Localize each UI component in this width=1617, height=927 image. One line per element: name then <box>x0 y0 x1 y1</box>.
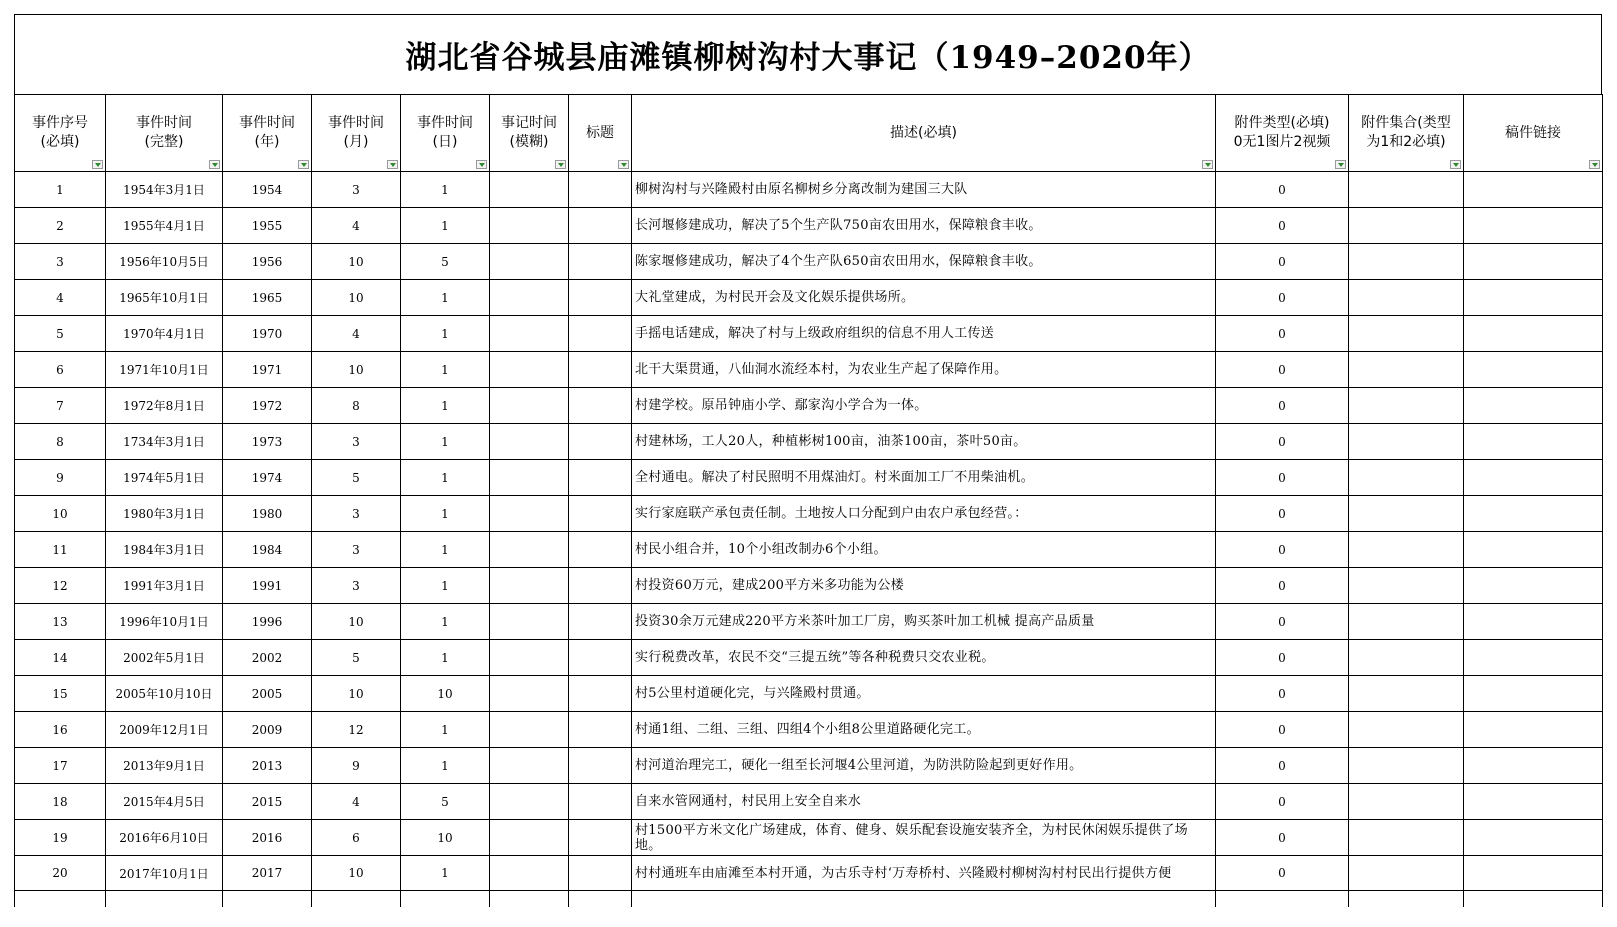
cell-date[interactable]: 1991年3月1日 <box>106 568 223 604</box>
cell-date[interactable]: 1974年5月1日 <box>106 460 223 496</box>
cell-day[interactable]: 1 <box>401 460 490 496</box>
cell-link[interactable] <box>1464 568 1603 604</box>
cell-seq[interactable]: 19 <box>15 820 106 856</box>
column-header-type[interactable] <box>1216 95 1349 172</box>
cell-fuzzy[interactable] <box>490 172 569 208</box>
empty-cell[interactable] <box>490 891 569 908</box>
filter-dropdown-icon[interactable] <box>92 160 103 169</box>
table-row <box>15 604 1603 640</box>
cell-set[interactable] <box>1349 856 1464 891</box>
empty-cell[interactable] <box>569 891 632 908</box>
cell-desc[interactable]: 长河堰修建成功，解决了5个生产队750亩农田用水，保障粮食丰收。 <box>632 208 1216 244</box>
cell-date[interactable]: 1954年3月1日 <box>106 172 223 208</box>
cell-seq[interactable]: 18 <box>15 784 106 820</box>
empty-cell[interactable] <box>312 891 401 908</box>
cell-year[interactable]: 2015 <box>223 784 312 820</box>
cell-link[interactable] <box>1464 748 1603 784</box>
column-header-label: 事件时间 (完整) <box>136 115 192 150</box>
cell-year[interactable]: 1972 <box>223 388 312 424</box>
cell-type[interactable]: 0 <box>1216 856 1349 891</box>
column-header-seq[interactable] <box>15 95 106 172</box>
cell-year[interactable]: 1954 <box>223 172 312 208</box>
cell-year[interactable]: 2013 <box>223 748 312 784</box>
cell-year[interactable]: 1955 <box>223 208 312 244</box>
cell-type[interactable]: 0 <box>1216 280 1349 316</box>
cell-date[interactable]: 1955年4月1日 <box>106 208 223 244</box>
cell-fuzzy[interactable] <box>490 496 569 532</box>
empty-cell[interactable] <box>15 891 106 908</box>
empty-cell[interactable] <box>1349 891 1464 908</box>
column-header-label: 事记时间 (模糊) <box>501 115 557 150</box>
cell-desc[interactable]: 实行家庭联产承包责任制。土地按人口分配到户由农户承包经营。： <box>632 496 1216 532</box>
table-row <box>15 532 1603 568</box>
table-row <box>15 244 1603 280</box>
cell-year[interactable]: 1973 <box>223 424 312 460</box>
cell-link[interactable] <box>1464 280 1603 316</box>
cell-fuzzy[interactable] <box>490 352 569 388</box>
cell-link[interactable] <box>1464 856 1603 891</box>
column-header-label: 事件时间 (年) <box>239 115 295 150</box>
cell-fuzzy[interactable] <box>490 856 569 891</box>
cell-title[interactable] <box>569 352 632 388</box>
cell-desc[interactable]: 村民小组合并，10个小组改制办6个小组。 <box>632 532 1216 568</box>
table-row <box>15 316 1603 352</box>
cell-date[interactable]: 1971年10月1日 <box>106 352 223 388</box>
cell-month[interactable]: 3 <box>312 532 401 568</box>
cell-month[interactable]: 12 <box>312 712 401 748</box>
cell-day[interactable]: 1 <box>401 748 490 784</box>
cell-type[interactable]: 0 <box>1216 496 1349 532</box>
cell-desc[interactable]: 北干大渠贯通，八仙洞水流经本村，为农业生产起了保障作用。 <box>632 352 1216 388</box>
cell-year[interactable]: 1996 <box>223 604 312 640</box>
cell-set[interactable] <box>1349 748 1464 784</box>
cell-fuzzy[interactable] <box>490 640 569 676</box>
cell-set[interactable] <box>1349 784 1464 820</box>
column-header-fuzzy[interactable] <box>490 95 569 172</box>
table-row <box>15 208 1603 244</box>
table-row <box>15 676 1603 712</box>
filter-dropdown-icon[interactable] <box>1335 160 1346 169</box>
cell-link[interactable] <box>1464 424 1603 460</box>
cell-month[interactable]: 4 <box>312 784 401 820</box>
cell-date[interactable]: 1965年10月1日 <box>106 280 223 316</box>
column-header-day[interactable] <box>401 95 490 172</box>
cell-type[interactable]: 0 <box>1216 424 1349 460</box>
empty-cell[interactable] <box>1216 891 1349 908</box>
cell-type[interactable]: 0 <box>1216 568 1349 604</box>
cell-type[interactable]: 0 <box>1216 316 1349 352</box>
table-row <box>15 820 1603 856</box>
cell-desc[interactable]: 全村通电。解决了村民照明不用煤油灯。村米面加工厂不用柴油机。 <box>632 460 1216 496</box>
cell-day[interactable]: 1 <box>401 388 490 424</box>
cell-title[interactable] <box>569 712 632 748</box>
cell-set[interactable] <box>1349 496 1464 532</box>
empty-cell[interactable] <box>223 891 312 908</box>
cell-seq[interactable]: 5 <box>15 316 106 352</box>
cell-type[interactable]: 0 <box>1216 532 1349 568</box>
column-header-desc[interactable] <box>632 95 1216 172</box>
cell-seq[interactable]: 4 <box>15 280 106 316</box>
filter-dropdown-icon[interactable] <box>1202 160 1213 169</box>
cell-seq[interactable]: 15 <box>15 676 106 712</box>
cell-link[interactable] <box>1464 712 1603 748</box>
column-header-label: 附件集合(类型 为1和2必填) <box>1361 115 1451 150</box>
cell-set[interactable] <box>1349 208 1464 244</box>
cell-day[interactable]: 10 <box>401 820 490 856</box>
filter-dropdown-icon[interactable] <box>476 160 487 169</box>
cell-link[interactable] <box>1464 388 1603 424</box>
cell-type[interactable]: 0 <box>1216 676 1349 712</box>
cell-set[interactable] <box>1349 388 1464 424</box>
cell-day[interactable]: 1 <box>401 208 490 244</box>
cell-type[interactable]: 0 <box>1216 784 1349 820</box>
cell-date[interactable]: 2002年5月1日 <box>106 640 223 676</box>
cell-title[interactable] <box>569 748 632 784</box>
cell-date[interactable]: 1970年4月1日 <box>106 316 223 352</box>
events-table <box>14 94 1603 907</box>
cell-date[interactable]: 1734年3月1日 <box>106 424 223 460</box>
cell-seq[interactable]: 3 <box>15 244 106 280</box>
cell-title[interactable] <box>569 568 632 604</box>
cell-month[interactable]: 9 <box>312 748 401 784</box>
column-header-label: 事件时间 (日) <box>417 115 473 150</box>
cell-link[interactable] <box>1464 352 1603 388</box>
cell-seq[interactable]: 20 <box>15 856 106 891</box>
cell-set[interactable] <box>1349 820 1464 856</box>
column-header-title[interactable] <box>569 95 632 172</box>
empty-cell[interactable] <box>632 891 1216 908</box>
cell-type[interactable]: 0 <box>1216 604 1349 640</box>
column-header-set[interactable] <box>1349 95 1464 172</box>
cell-title[interactable] <box>569 172 632 208</box>
cell-fuzzy[interactable] <box>490 820 569 856</box>
cell-year[interactable]: 1991 <box>223 568 312 604</box>
cell-set[interactable] <box>1349 316 1464 352</box>
cell-link[interactable] <box>1464 532 1603 568</box>
cell-link[interactable] <box>1464 604 1603 640</box>
cell-day[interactable]: 1 <box>401 424 490 460</box>
cell-day[interactable]: 1 <box>401 316 490 352</box>
cell-type[interactable]: 0 <box>1216 460 1349 496</box>
cell-type[interactable]: 0 <box>1216 388 1349 424</box>
cell-month[interactable]: 10 <box>312 856 401 891</box>
cell-desc[interactable]: 村5公里村道硬化完，与兴隆殿村贯通。 <box>632 676 1216 712</box>
sheet-title: 湖北省谷城县庙滩镇柳树沟村大事记（1949–2020年） <box>405 40 1211 76</box>
column-header-link[interactable] <box>1464 95 1603 172</box>
cell-title[interactable] <box>569 316 632 352</box>
cell-year[interactable]: 2016 <box>223 820 312 856</box>
empty-row <box>15 891 1603 908</box>
cell-seq[interactable]: 12 <box>15 568 106 604</box>
cell-desc[interactable]: 村通1组、二组、三组、四组4个小组8公里道路硬化完工。 <box>632 712 1216 748</box>
column-header-label: 标题 <box>586 124 614 141</box>
cell-date[interactable]: 2017年10月1日 <box>106 856 223 891</box>
cell-date[interactable]: 2016年6月10日 <box>106 820 223 856</box>
cell-date[interactable]: 1956年10月5日 <box>106 244 223 280</box>
cell-fuzzy[interactable] <box>490 712 569 748</box>
cell-fuzzy[interactable] <box>490 604 569 640</box>
cell-date[interactable]: 1984年3月1日 <box>106 532 223 568</box>
cell-title[interactable] <box>569 388 632 424</box>
cell-title[interactable] <box>569 208 632 244</box>
cell-fuzzy[interactable] <box>490 244 569 280</box>
cell-fuzzy[interactable] <box>490 532 569 568</box>
cell-year[interactable]: 1980 <box>223 496 312 532</box>
table-row <box>15 460 1603 496</box>
cell-fuzzy[interactable] <box>490 568 569 604</box>
filter-dropdown-icon[interactable] <box>298 160 309 169</box>
cell-month[interactable]: 8 <box>312 388 401 424</box>
filter-dropdown-icon[interactable] <box>387 160 398 169</box>
cell-type[interactable]: 0 <box>1216 244 1349 280</box>
filter-dropdown-icon[interactable] <box>1589 160 1600 169</box>
cell-desc[interactable]: 村1500平方米文化广场建成，体育、健身、娱乐配套设施安装齐全，为村民休闲娱乐提供了场地。 <box>632 820 1216 856</box>
cell-month[interactable]: 3 <box>312 424 401 460</box>
table-row <box>15 172 1603 208</box>
cell-fuzzy[interactable] <box>490 208 569 244</box>
column-header-date[interactable] <box>106 95 223 172</box>
cell-day[interactable]: 1 <box>401 856 490 891</box>
column-header-year[interactable] <box>223 95 312 172</box>
cell-link[interactable] <box>1464 784 1603 820</box>
table-row <box>15 748 1603 784</box>
cell-fuzzy[interactable] <box>490 316 569 352</box>
cell-desc[interactable]: 村投资60万元，建成200平方米多功能为公楼 <box>632 568 1216 604</box>
cell-desc[interactable]: 村河道治理完工，硬化一组至长河堰4公里河道，为防洪防险起到更好作用。 <box>632 748 1216 784</box>
cell-set[interactable] <box>1349 532 1464 568</box>
cell-year[interactable]: 2002 <box>223 640 312 676</box>
header-row <box>15 95 1603 172</box>
cell-link[interactable] <box>1464 316 1603 352</box>
cell-title[interactable] <box>569 640 632 676</box>
cell-link[interactable] <box>1464 676 1603 712</box>
cell-desc[interactable]: 自来水管网通村，村民用上安全自来水 <box>632 784 1216 820</box>
cell-title[interactable] <box>569 676 632 712</box>
cell-seq[interactable]: 13 <box>15 604 106 640</box>
cell-seq[interactable]: 2 <box>15 208 106 244</box>
table-row <box>15 568 1603 604</box>
cell-seq[interactable]: 11 <box>15 532 106 568</box>
cell-type[interactable]: 0 <box>1216 748 1349 784</box>
cell-desc[interactable]: 陈家堰修建成功，解决了4个生产队650亩农田用水，保障粮食丰收。 <box>632 244 1216 280</box>
cell-seq[interactable]: 6 <box>15 352 106 388</box>
cell-month[interactable]: 10 <box>312 676 401 712</box>
column-header-label: 描述(必填) <box>890 124 957 141</box>
cell-year[interactable]: 1965 <box>223 280 312 316</box>
cell-day[interactable]: 1 <box>401 352 490 388</box>
column-header-month[interactable] <box>312 95 401 172</box>
cell-fuzzy[interactable] <box>490 280 569 316</box>
filter-dropdown-icon[interactable] <box>209 160 220 169</box>
empty-cell[interactable] <box>1464 891 1603 908</box>
empty-cell[interactable] <box>106 891 223 908</box>
spreadsheet <box>14 14 1602 907</box>
cell-set[interactable] <box>1349 568 1464 604</box>
cell-desc[interactable]: 柳树沟村与兴隆殿村由原名柳树乡分离改制为建国三大队 <box>632 172 1216 208</box>
cell-link[interactable] <box>1464 460 1603 496</box>
cell-title[interactable] <box>569 784 632 820</box>
cell-year[interactable]: 1974 <box>223 460 312 496</box>
cell-set[interactable] <box>1349 460 1464 496</box>
cell-day[interactable]: 5 <box>401 244 490 280</box>
cell-date[interactable]: 2005年10月10日 <box>106 676 223 712</box>
cell-month[interactable]: 10 <box>312 280 401 316</box>
cell-month[interactable]: 10 <box>312 352 401 388</box>
cell-month[interactable]: 4 <box>312 208 401 244</box>
cell-seq[interactable]: 1 <box>15 172 106 208</box>
cell-month[interactable]: 5 <box>312 640 401 676</box>
table-row <box>15 496 1603 532</box>
cell-day[interactable]: 1 <box>401 496 490 532</box>
table-row <box>15 856 1603 891</box>
cell-desc[interactable]: 村建林场，工人20人，种植彬树100亩，油茶100亩，茶叶50亩。 <box>632 424 1216 460</box>
cell-month[interactable]: 4 <box>312 316 401 352</box>
cell-desc[interactable]: 村建学校。原吊钟庙小学、鄢家沟小学合为一体。 <box>632 388 1216 424</box>
cell-month[interactable]: 6 <box>312 820 401 856</box>
column-header-label: 稿件链接 <box>1505 124 1561 141</box>
cell-set[interactable] <box>1349 640 1464 676</box>
cell-type[interactable]: 0 <box>1216 172 1349 208</box>
cell-seq[interactable]: 16 <box>15 712 106 748</box>
cell-type[interactable]: 0 <box>1216 352 1349 388</box>
cell-day[interactable]: 1 <box>401 640 490 676</box>
cell-fuzzy[interactable] <box>490 784 569 820</box>
cell-date[interactable]: 1996年10月1日 <box>106 604 223 640</box>
cell-link[interactable] <box>1464 244 1603 280</box>
cell-month[interactable]: 10 <box>312 604 401 640</box>
cell-fuzzy[interactable] <box>490 424 569 460</box>
title-cell[interactable] <box>14 14 1602 94</box>
cell-set[interactable] <box>1349 280 1464 316</box>
cell-date[interactable]: 2015年4月5日 <box>106 784 223 820</box>
cell-month[interactable]: 5 <box>312 460 401 496</box>
cell-link[interactable] <box>1464 496 1603 532</box>
cell-title[interactable] <box>569 604 632 640</box>
cell-set[interactable] <box>1349 244 1464 280</box>
table-row <box>15 784 1603 820</box>
filter-dropdown-icon[interactable] <box>555 160 566 169</box>
cell-fuzzy[interactable] <box>490 748 569 784</box>
cell-day[interactable]: 1 <box>401 712 490 748</box>
cell-desc[interactable]: 实行税费改革，农民不交“三提五统”等各种税费只交农业税。 <box>632 640 1216 676</box>
cell-set[interactable] <box>1349 604 1464 640</box>
cell-desc[interactable]: 手摇电话建成，解决了村与上级政府组织的信息不用人工传送 <box>632 316 1216 352</box>
cell-date[interactable]: 2009年12月1日 <box>106 712 223 748</box>
cell-day[interactable]: 1 <box>401 604 490 640</box>
table-row <box>15 388 1603 424</box>
cell-desc[interactable]: 投资30余万元建成220平方米茶叶加工厂房，购买茶叶加工机械 提高产品质量 <box>632 604 1216 640</box>
cell-seq[interactable]: 7 <box>15 388 106 424</box>
cell-date[interactable]: 1980年3月1日 <box>106 496 223 532</box>
column-header-label: 附件类型(必填) 0无1图片2视频 <box>1233 115 1331 150</box>
cell-link[interactable] <box>1464 820 1603 856</box>
cell-day[interactable]: 5 <box>401 784 490 820</box>
cell-link[interactable] <box>1464 640 1603 676</box>
cell-year[interactable]: 1971 <box>223 352 312 388</box>
cell-title[interactable] <box>569 856 632 891</box>
cell-title[interactable] <box>569 820 632 856</box>
cell-title[interactable] <box>569 424 632 460</box>
cell-title[interactable] <box>569 496 632 532</box>
cell-day[interactable]: 1 <box>401 280 490 316</box>
column-header-label: 事件时间 (月) <box>328 115 384 150</box>
cell-type[interactable]: 0 <box>1216 208 1349 244</box>
cell-fuzzy[interactable] <box>490 676 569 712</box>
cell-month[interactable]: 3 <box>312 568 401 604</box>
cell-year[interactable]: 1984 <box>223 532 312 568</box>
cell-fuzzy[interactable] <box>490 388 569 424</box>
cell-year[interactable]: 1970 <box>223 316 312 352</box>
cell-set[interactable] <box>1349 712 1464 748</box>
cell-year[interactable]: 1956 <box>223 244 312 280</box>
filter-dropdown-icon[interactable] <box>1450 160 1461 169</box>
cell-day[interactable]: 1 <box>401 532 490 568</box>
cell-day[interactable]: 10 <box>401 676 490 712</box>
cell-set[interactable] <box>1349 352 1464 388</box>
cell-date[interactable]: 1972年8月1日 <box>106 388 223 424</box>
cell-fuzzy[interactable] <box>490 460 569 496</box>
cell-type[interactable]: 0 <box>1216 640 1349 676</box>
empty-cell[interactable] <box>401 891 490 908</box>
cell-link[interactable] <box>1464 208 1603 244</box>
cell-day[interactable]: 1 <box>401 568 490 604</box>
cell-set[interactable] <box>1349 172 1464 208</box>
column-header-label: 事件序号 (必填) <box>32 115 88 150</box>
cell-day[interactable]: 1 <box>401 172 490 208</box>
cell-desc[interactable]: 大礼堂建成，为村民开会及文化娱乐提供场所。 <box>632 280 1216 316</box>
cell-year[interactable]: 2005 <box>223 676 312 712</box>
cell-set[interactable] <box>1349 424 1464 460</box>
cell-title[interactable] <box>569 280 632 316</box>
cell-month[interactable]: 10 <box>312 244 401 280</box>
cell-title[interactable] <box>569 244 632 280</box>
cell-year[interactable]: 2017 <box>223 856 312 891</box>
cell-seq[interactable]: 14 <box>15 640 106 676</box>
cell-month[interactable]: 3 <box>312 172 401 208</box>
cell-seq[interactable]: 9 <box>15 460 106 496</box>
cell-year[interactable]: 2009 <box>223 712 312 748</box>
cell-set[interactable] <box>1349 676 1464 712</box>
filter-dropdown-icon[interactable] <box>618 160 629 169</box>
cell-date[interactable]: 2013年9月1日 <box>106 748 223 784</box>
cell-seq[interactable]: 17 <box>15 748 106 784</box>
table-row <box>15 280 1603 316</box>
cell-month[interactable]: 3 <box>312 496 401 532</box>
cell-title[interactable] <box>569 460 632 496</box>
cell-desc[interactable]: 村村通班车由庙滩至本村开通，为古乐寺村‘万寿桥村、兴隆殿村柳树沟村村民出行提供方便 <box>632 856 1216 891</box>
cell-type[interactable]: 0 <box>1216 712 1349 748</box>
cell-seq[interactable]: 8 <box>15 424 106 460</box>
table-row <box>15 424 1603 460</box>
table-row <box>15 640 1603 676</box>
cell-link[interactable] <box>1464 172 1603 208</box>
cell-title[interactable] <box>569 532 632 568</box>
table-body <box>15 172 1603 908</box>
table-row <box>15 712 1603 748</box>
table-row <box>15 352 1603 388</box>
cell-type[interactable]: 0 <box>1216 820 1349 856</box>
cell-seq[interactable]: 10 <box>15 496 106 532</box>
